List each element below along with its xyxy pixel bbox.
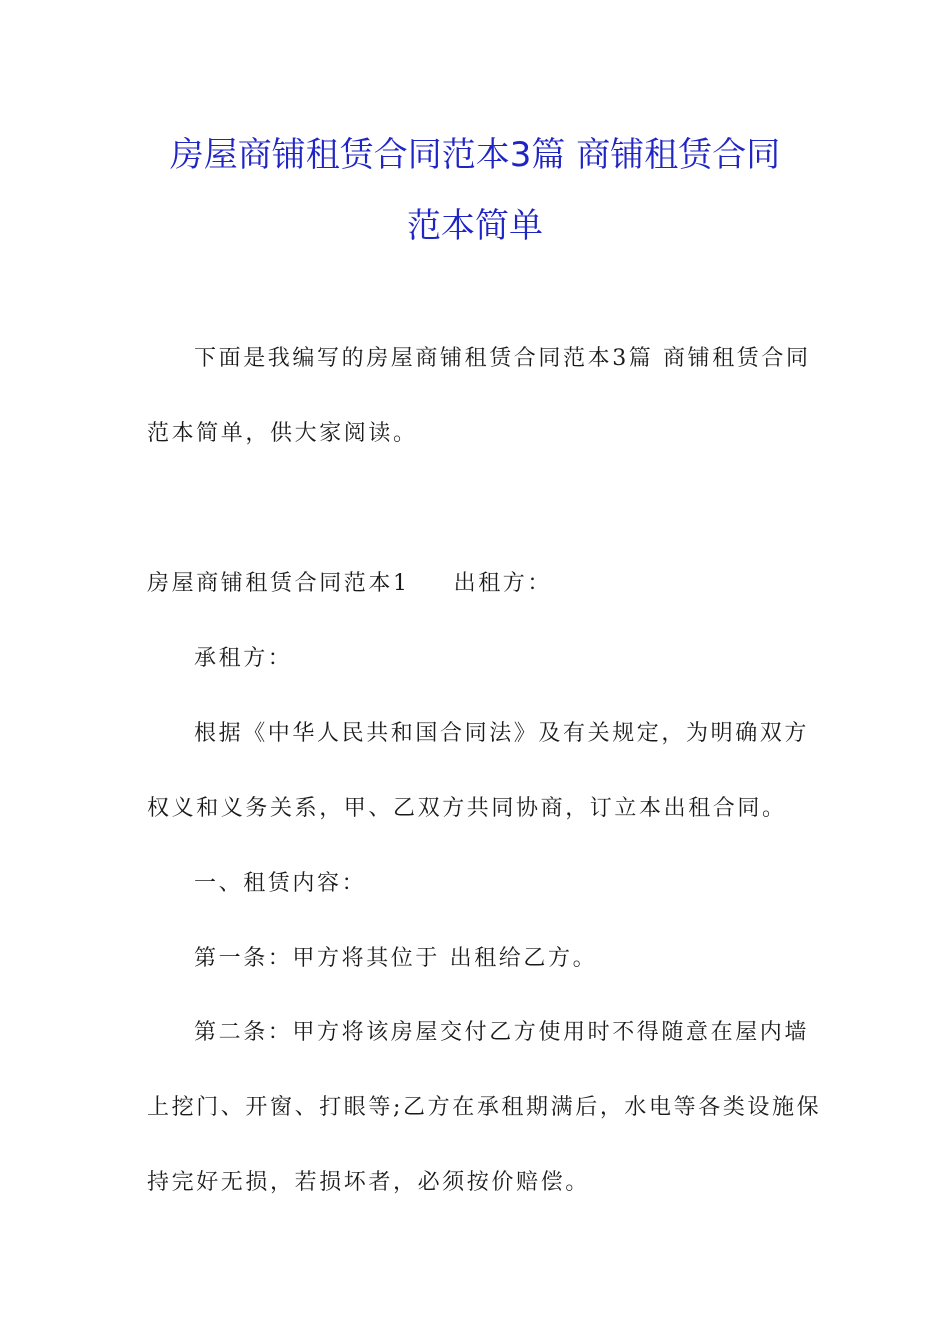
intro-paragraph-line-2: 范本简单，供大家阅读。 xyxy=(147,421,418,446)
article-2-line-3: 持完好无损，若损坏者，必须按价赔偿。 xyxy=(147,1170,590,1195)
document-title-line-2: 范本简单 xyxy=(407,206,543,246)
lessor-label: 出租方： xyxy=(453,571,553,596)
article-2-line-1: 第二条：甲方将该房屋交付乙方使用时不得随意在屋内墙 xyxy=(194,1020,810,1045)
article-2-line-2: 上挖门、开窗、打眼等;乙方在承租期满后，水电等各类设施保 xyxy=(147,1095,822,1120)
section-1-heading-row xyxy=(147,569,552,599)
part-1-heading: 一、租赁内容： xyxy=(194,871,367,896)
section-1-heading: 房屋商铺租赁合同范本1 xyxy=(147,571,410,596)
lessee-label: 承租方： xyxy=(194,646,293,671)
document-title-line-1: 房屋商铺租赁合同范本3篇 商铺租赁合同 xyxy=(169,135,781,175)
basis-paragraph-line-2: 权义和义务关系，甲、乙双方共同协商，订立本出租合同。 xyxy=(147,796,787,821)
article-1: 第一条：甲方将其位于 出租给乙方。 xyxy=(194,946,598,971)
intro-paragraph-line-1: 下面是我编写的房屋商铺租赁合同范本3篇 商铺租赁合同 xyxy=(194,346,811,371)
basis-paragraph-line-1: 根据《中华人民共和国合同法》及有关规定，为明确双方 xyxy=(194,721,810,746)
